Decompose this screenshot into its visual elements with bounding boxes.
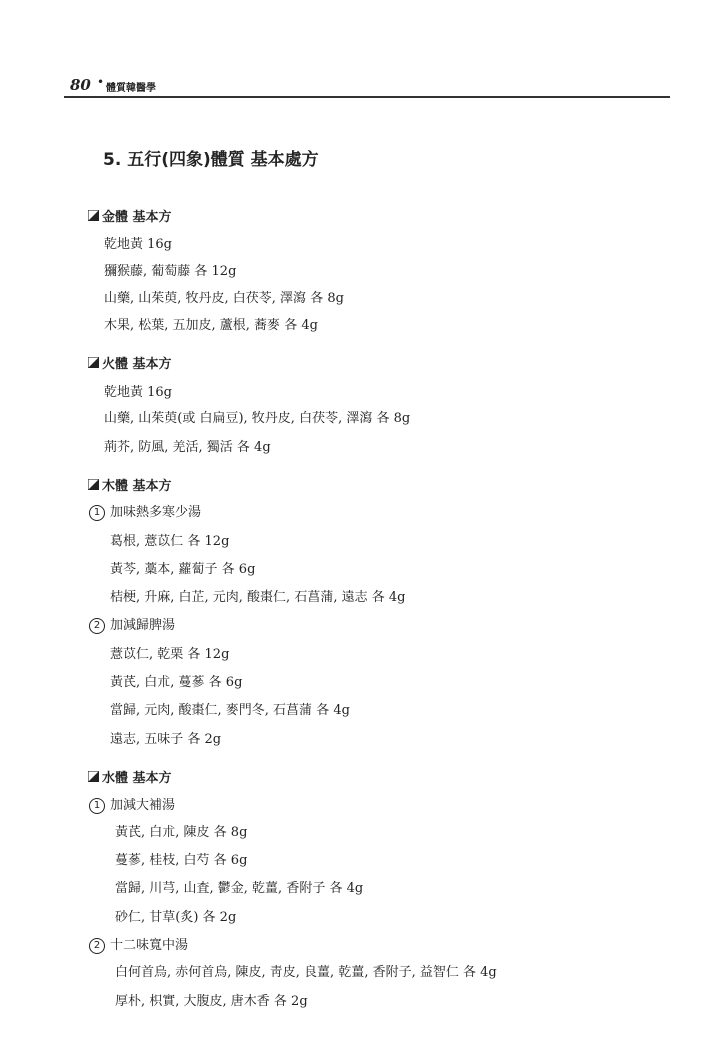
- sub-formula-title: [89, 501, 201, 521]
- formula-line: 獼猴藤, 葡萄藤 各 12g: [104, 264, 237, 279]
- formula-line: 葛根, 薏苡仁 各 12g: [110, 534, 230, 549]
- formula-line: 黃芩, 藁本, 蘿蔔子 各 6g: [110, 562, 256, 577]
- header-bullet: •: [97, 75, 105, 89]
- section-heading-label: 金體 基本方: [102, 210, 172, 225]
- sub-formula-name: 十二味寬中湯: [110, 938, 189, 953]
- formula-line: 乾地黃 16g: [104, 385, 172, 400]
- formula-line: 乾地黃 16g: [104, 237, 172, 252]
- sub-formula-name: 加減大補湯: [110, 798, 176, 813]
- sub-formula-name: 加味熱多寒少湯: [110, 505, 202, 520]
- section-heading-label: 水體 基本方: [102, 771, 172, 786]
- circled-number: 1: [89, 798, 105, 814]
- triangle-bullet-icon: [88, 210, 99, 221]
- formula-line: 砂仁, 甘草(炙) 各 2g: [115, 910, 237, 925]
- section-heading-water: [88, 767, 172, 786]
- formula-line: 荊芥, 防風, 羌活, 獨活 各 4g: [104, 440, 271, 455]
- sub-formula-title: [89, 934, 188, 954]
- formula-line: 白何首烏, 赤何首烏, 陳皮, 靑皮, 良薑, 乾薑, 香附子, 益智仁 各 4g: [115, 965, 497, 980]
- formula-line: 薏苡仁, 乾栗 各 12g: [110, 647, 230, 662]
- section-heading-wood: [88, 475, 172, 494]
- formula-line: 遠志, 五味子 各 2g: [110, 732, 222, 747]
- formula-line: 厚朴, 枳實, 大腹皮, 唐木香 各 2g: [115, 994, 308, 1009]
- page-number: 80: [70, 76, 91, 94]
- formula-line: 山藥, 山茱萸(或 白扁豆), 牧丹皮, 白茯苓, 澤瀉 各 8g: [104, 411, 411, 426]
- sub-formula-name: 加減歸脾湯: [110, 618, 176, 633]
- circled-number: 2: [89, 938, 105, 954]
- formula-line: 山藥, 山茱萸, 牧丹皮, 白茯苓, 澤瀉 各 8g: [104, 291, 344, 306]
- section-heading-label: 木體 基本方: [102, 479, 172, 494]
- triangle-bullet-icon: [88, 479, 99, 490]
- section-heading-metal: [88, 206, 172, 225]
- section-title: 5. 五行(四象)體質 基本處方: [103, 150, 319, 170]
- formula-line: 蔓蔘, 桂枝, 白芍 各 6g: [115, 853, 248, 868]
- triangle-bullet-icon: [88, 771, 99, 782]
- formula-line: 黃芪, 白朮, 蔓蔘 各 6g: [110, 675, 243, 690]
- book-title: 體質韓醫學: [106, 83, 156, 94]
- triangle-bullet-icon: [88, 357, 99, 368]
- section-heading-label: 火體 基本方: [102, 357, 172, 372]
- page-header: [64, 74, 670, 98]
- formula-line: 木果, 松葉, 五加皮, 蘆根, 蕎麥 各 4g: [104, 318, 318, 333]
- circled-number: 1: [89, 505, 105, 521]
- sub-formula-title: [89, 794, 175, 814]
- formula-line: 當歸, 川芎, 山査, 鬱金, 乾薑, 香附子 各 4g: [115, 881, 364, 896]
- sub-formula-title: [89, 614, 175, 634]
- circled-number: 2: [89, 618, 105, 634]
- formula-line: 桔梗, 升麻, 白芷, 元肉, 酸棗仁, 石菖蒲, 遠志 各 4g: [110, 590, 406, 605]
- formula-line: 當歸, 元肉, 酸棗仁, 麥門冬, 石菖蒲 各 4g: [110, 703, 350, 718]
- formula-line: 黃芪, 白朮, 陳皮 各 8g: [115, 825, 248, 840]
- section-heading-fire: [88, 353, 172, 372]
